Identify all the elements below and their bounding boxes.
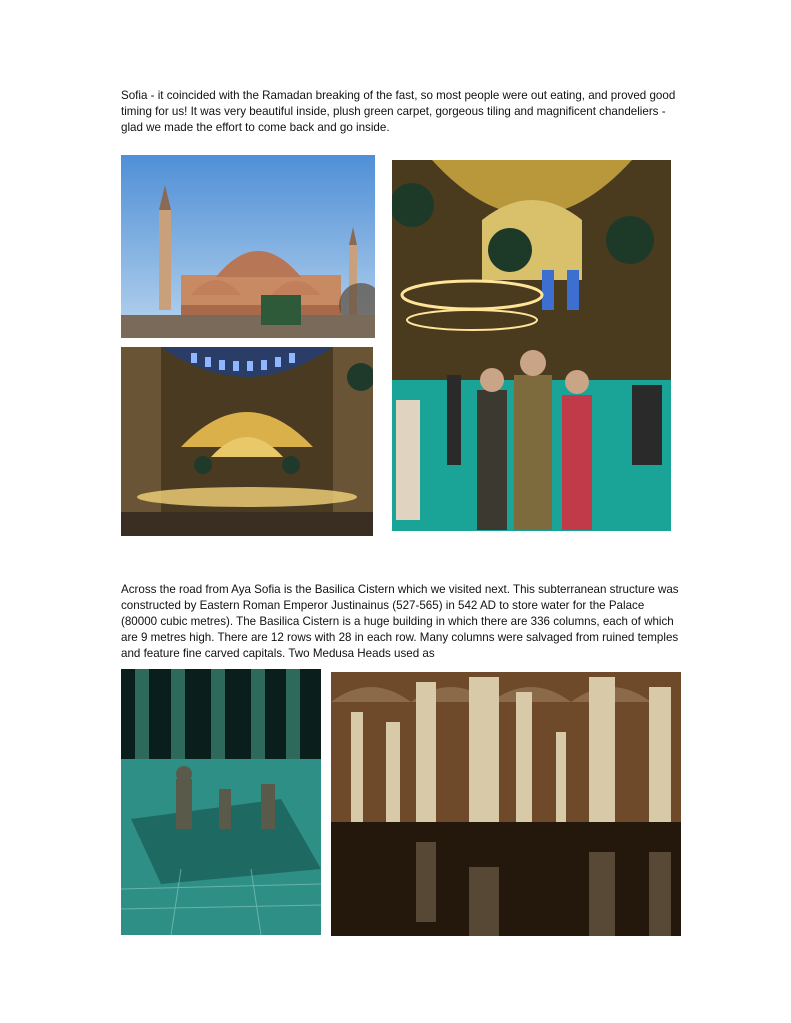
paragraph-aya-sofia-visit: Sofia - it coincided with the Ramadan breaking of the fast, so most people were out eating, and proved good timing for us! It was very beautiful inside, plush green carpet, gorgeous tiling and magnificent chandeliers - glad we made the effort to come back and go inside. xyxy=(121,89,676,134)
hagia-sophia-interior-photo xyxy=(121,347,373,536)
paragraph-basilica-cistern: Across the road from Aya Sofia is the Basilica Cistern which we visited next. This subterranean structure was constructed by Eastern Roman Emperor Justinainus (527-565) in 542 AD to store water for the Palace (80000 cubic metres). The Basilica Cistern is a huge building in which there are 336 columns, each of which are 9 metres high. There are 12 rows with 28 in each row. Many columns were salvaged from ruined temples and feature fine carved capitals. Two Medusa Heads used as xyxy=(121,583,679,660)
hagia-sophia-exterior-photo xyxy=(121,155,375,338)
cistern-columns-photo xyxy=(331,672,681,936)
group-photo-inside-mosque xyxy=(392,160,671,531)
cistern-statues-photo xyxy=(121,669,321,935)
